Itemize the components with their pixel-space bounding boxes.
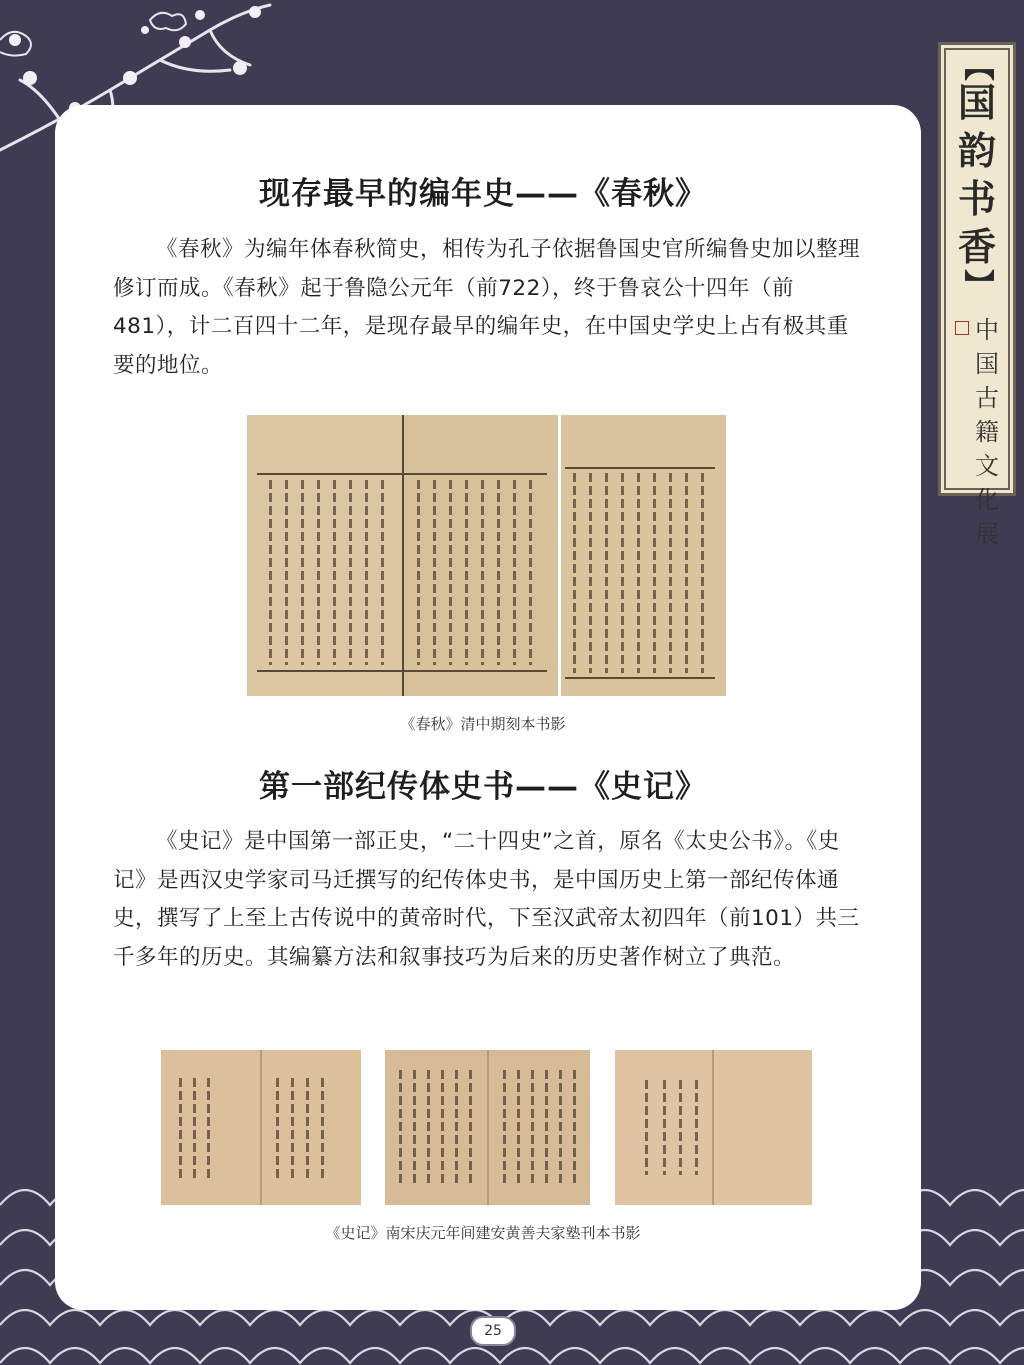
section-title-shiji: 第一部纪传体史书——《史记》 [259, 769, 707, 805]
banner-title-char: 国 [957, 80, 996, 125]
caption-shiji: 《史记》南宋庆元年间建安黄善夫家塾刊本书影 [325, 1224, 641, 1242]
banner-subtitle-char: 古 [975, 384, 999, 412]
shiji-book-photo-1 [161, 1050, 361, 1205]
banner-subtitle-char: 籍 [975, 418, 999, 446]
banner-subtitle [965, 313, 1009, 551]
banner-title-char: 韵 [957, 128, 996, 173]
section-title-chunqiu: 现存最早的编年史——《春秋》 [259, 176, 707, 212]
section-paragraph-chunqiu: 《春秋》为编年体春秋简史，相传为孔子依据鲁国史官所编鲁史加以整理修订而成。《春秋》起于鲁隐公元年（前722），终于鲁哀公十四年（前481），计二百四十二年，是现存最早的编年史，在中国史学史上占有极其重要的地位。 [113, 237, 861, 378]
banner-subtitle-char: 展 [975, 520, 999, 548]
banner-title-char: 书 [957, 176, 996, 221]
shiji-book-photo-2 [385, 1050, 590, 1205]
section-paragraph-shiji: 《史记》是中国第一部正史，“二十四史”之首，原名《太史公书》。《史记》是西汉史学家司马迁撰写的纪传体史书，是中国历史上第一部纪传体通史，撰写了上至上古传说中的黄帝时代，下至汉武帝太初四年（前101）共三千多年的历史。其编纂方法和叙事技巧为后来的历史著作树立了典范。 [113, 829, 860, 970]
banner-title-char: 香 [957, 224, 996, 269]
banner-bracket-close: 】 [960, 269, 995, 299]
exhibition-banner [938, 42, 1016, 548]
shiji-book-photo-3 [615, 1050, 812, 1205]
banner-subtitle-char: 文 [975, 452, 999, 480]
banner-bracket-open: 【 [960, 51, 995, 81]
page-number: 25 [470, 1316, 516, 1346]
chunqiu-book-photo-left [247, 415, 558, 696]
chunqiu-book-photo-right [561, 415, 726, 696]
banner-subtitle-char: 中 [975, 316, 999, 344]
banner-subtitle-char: 化 [975, 486, 999, 514]
caption-chunqiu: 《春秋》清中期刻本书影 [400, 715, 566, 733]
banner-subtitle-char: 国 [975, 350, 999, 378]
